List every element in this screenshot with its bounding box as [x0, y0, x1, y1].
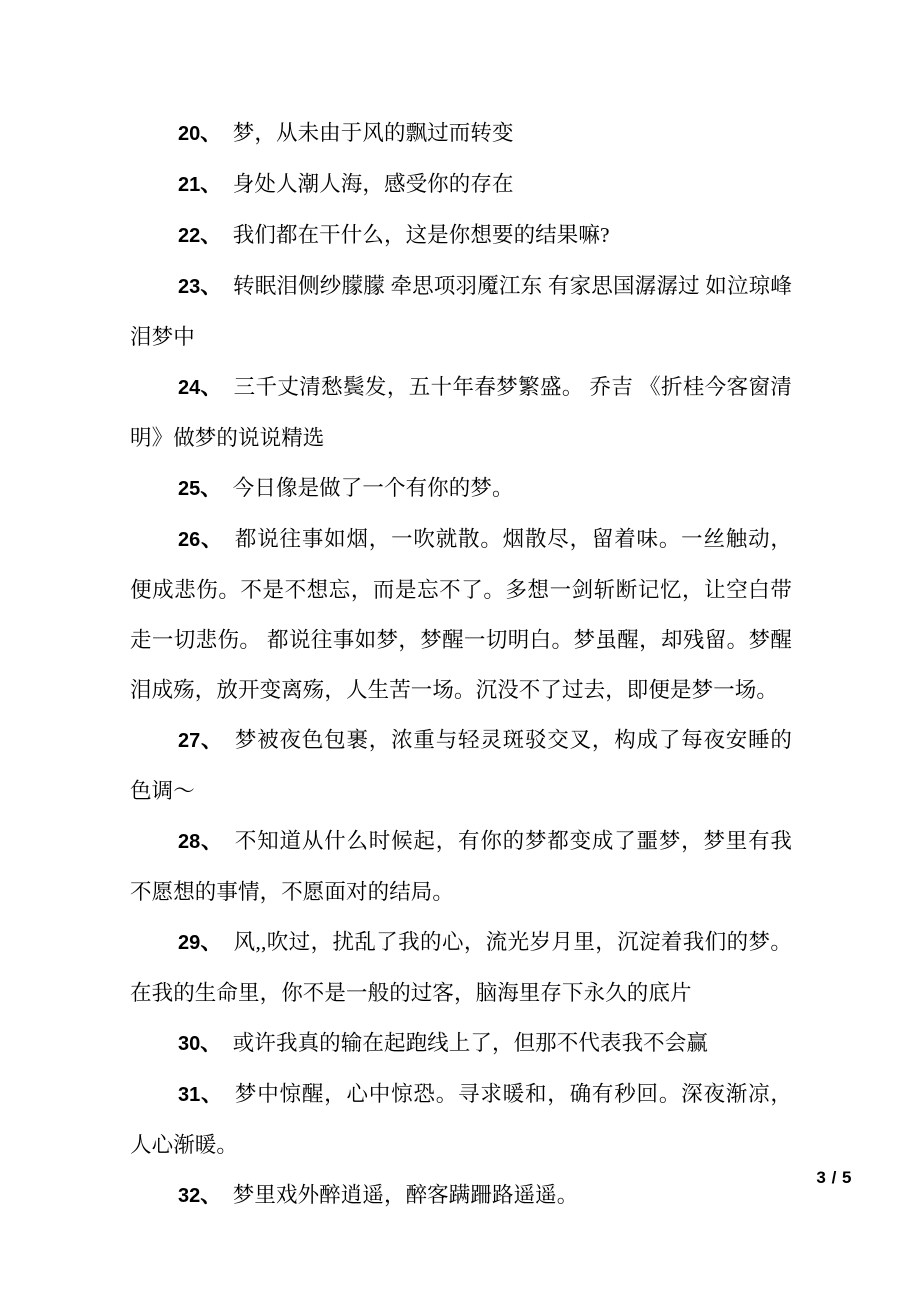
list-item-number: 22、 [178, 223, 222, 247]
list-item [130, 1069, 792, 1170]
list-item-number: 29、 [178, 930, 223, 954]
list-item-text: 或许我真的输在起跑线上了，但那不代表我不会赢 [232, 1031, 708, 1055]
list-item-number: 21、 [178, 172, 222, 196]
list-item-number: 28、 [178, 829, 224, 853]
list-item-separator: 、 [200, 930, 223, 954]
list-item-number: 26、 [178, 527, 224, 551]
list-item-separator: 、 [200, 728, 224, 752]
list-item-number: 24、 [178, 375, 223, 399]
list-item-text: 转眠泪侧纱朦朦 牵思项羽魇江东 有家思国潺潺过 如泣琼峰泪梦中 [130, 274, 792, 349]
list-item [130, 816, 792, 917]
list-item [130, 917, 792, 1018]
list-item-text: 不知道从什么时候起，有你的梦都变成了噩梦，梦里有我不愿想的事情，不愿面对的结局。 [130, 829, 792, 904]
list-item-separator: 、 [200, 527, 224, 551]
list-item-separator: 、 [200, 375, 223, 399]
list-item [130, 514, 792, 715]
list-item [130, 261, 792, 362]
list-item [130, 362, 792, 463]
list-item-text: 我们都在干什么，这是你想要的结果嘛? [232, 223, 610, 247]
list-item-text: 梦被夜色包裹，浓重与轻灵斑驳交叉，构成了每夜安睡的色调～ [130, 728, 792, 803]
list-item-separator: 、 [200, 121, 222, 145]
list-item-text: 梦，从未由于风的飘过而转变 [232, 121, 514, 145]
list-item-separator: 、 [200, 1183, 222, 1207]
list-item-text: 身处人潮人海，感受你的存在 [232, 172, 514, 196]
list-item-separator: 、 [200, 1031, 222, 1055]
page-number: 3 / 5 [816, 1168, 852, 1187]
list-item-text: 都说往事如烟，一吹就散。烟散尽，留着味。一丝触动，便成悲伤。不是不想忘，而是忘不了。多想一剑斩断记忆，让空白带走一切悲伤。 都说往事如梦，梦醒一切明白。梦虽醒，却残留。梦醒泪成殇，放开变离殇，人生苦一场。沉没不了过去，即便是梦一场。 [130, 527, 792, 702]
list-item-number: 27、 [178, 728, 224, 752]
list-item [130, 159, 792, 210]
list-item-text: 梦里戏外醉逍遥，醉客蹒跚路遥遥。 [232, 1183, 579, 1207]
list-item-text: 风,,吹过，扰乱了我的心，流光岁月里，沉淀着我们的梦。在我的生命里，你不是一般的过客，脑海里存下永久的底片 [130, 930, 792, 1005]
list-item [130, 1018, 792, 1069]
list-item [130, 715, 792, 816]
list-item-number: 20、 [178, 121, 222, 145]
list-item-number: 25、 [178, 476, 222, 500]
list-item [130, 108, 792, 159]
list-item-text: 今日像是做了一个有你的梦。 [232, 476, 514, 500]
list-item-number: 31、 [178, 1082, 224, 1106]
list-item-separator: 、 [200, 476, 222, 500]
list-item-number: 32、 [178, 1183, 222, 1207]
list-item-separator: 、 [200, 223, 222, 247]
list-item-number: 30、 [178, 1031, 222, 1055]
list-item [130, 463, 792, 514]
list-item-text: 梦中惊醒，心中惊恐。寻求暖和，确有秒回。深夜渐凉，人心渐暖。 [130, 1082, 792, 1157]
list-item-number: 23、 [178, 274, 222, 298]
list-item [130, 210, 792, 261]
list-item-separator: 、 [200, 829, 224, 853]
document-body [130, 108, 792, 1221]
list-item-separator: 、 [200, 172, 222, 196]
list-item-separator: 、 [200, 1082, 224, 1106]
list-item-separator: 、 [200, 274, 222, 298]
list-item-text: 三千丈清愁鬓发，五十年春梦繁盛。 乔吉 《折桂今客窗清明》做梦的说说精选 [130, 375, 792, 450]
